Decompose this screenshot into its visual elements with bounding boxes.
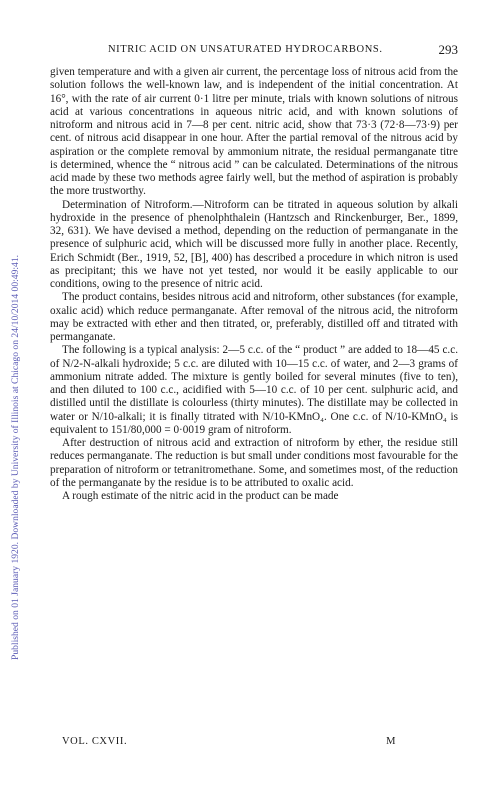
page-number: 293 — [438, 42, 458, 57]
paragraph: Determination of Nitroform.—Nitroform can be titrated in aqueous solution by alkali hydroxide in the presence of phenolphthalein (Hantzsch and Rinckenburger, Ber., 1899, 32, 631). We have devised a method, depending on the reduction of permanganate in the presence of sulphuric acid, which will be discussed more fully in another place. Recently, Erich Schmidt (Ber., 1919, 52, [B], 400) has described a procedure in which nitron is used as precipitant; this we have not yet tested, nor would it be easily applicable to our conditions, owing to the presence of nitric acid. — [50, 198, 458, 290]
page-header — [50, 44, 458, 60]
signature-mark: M — [386, 736, 396, 747]
sidebar-note — [3, 20, 21, 660]
paragraph: After destruction of nitrous acid and extraction of nitroform by ether, the residue still reduces permanganate. The reduction is but small under conditions most favourable for the preparation of nitroform or tetranitromethane. Some, and sometimes most, of the reduction of the permanganate by the residue is to be attributed to oxalic acid. — [50, 437, 458, 489]
sidebar-note-text: Published on 01 January 1920. Downloaded by University of Illinois at Chicago on 24/10/2014 00:49:41. — [10, 254, 21, 660]
page-footer — [62, 736, 396, 747]
paragraph: A rough estimate of the nitric acid in the product can be made — [62, 490, 339, 502]
body-text — [50, 66, 458, 503]
running-head: NITRIC ACID ON UNSATURATED HYDROCARBONS. — [108, 44, 383, 55]
paragraph: The product contains, besides nitrous acid and nitroform, other substances (for example, oxalic acid) which reduce permanganate. After removal of the nitrous acid, the nitroform may be extracted with ether and then titrated, or, preferably, distilled off and titrated with permanganate. — [50, 291, 458, 343]
volume-label: VOL. CXVII. — [62, 736, 128, 747]
paragraph: The following is a typical analysis: 2—5 c.c. of the “ product ” are added to 18—45 c.c. of N/2-N-alkali hydroxide; 5 c.c. are diluted with 10—15 c.c. of water, and 2—3 grams of ammonium nitrate added. The mixture is gently boiled for several minutes (five to ten), and then diluted to 100 c.c., acidified with 5—10 c.c. of 10 per cent. sulphuric acid, and distilled until the distillate is colourless (thirty minutes). The distillate may be collected in water or N/10-alkali; it is finally titrated with N/10-KMnO₄. One c.c. of N/10-KMnO₄ is equivalent to 151/80,000 = 0·0019 gram of nitroform. — [50, 344, 458, 436]
paragraph: given temperature and with a given air current, the percentage loss of nitrous acid from the solution follows the well-known law, and is independent of the initial concentration. At 16°, with the rate of air current 0·1 litre per minute, trials with known solutions of nitrous acid at various concentrations in aqueous nitric acid, and with known solutions of nitroform and nitrous acid in 7—8 per cent. nitric acid, show that 73·3 (72·8—73·9) per cent. of nitrous acid disappear in one hour. After the partial removal of the nitrous acid by aspiration or the complete removal by ammonium nitrate, the residual permanganate titre is determined, whence the “ nitrous acid ” can be calculated. Determinations of the nitrous acid made by these two methods agree fairly well, but the method of aspiration is probably the more trustworthy. — [50, 66, 458, 198]
